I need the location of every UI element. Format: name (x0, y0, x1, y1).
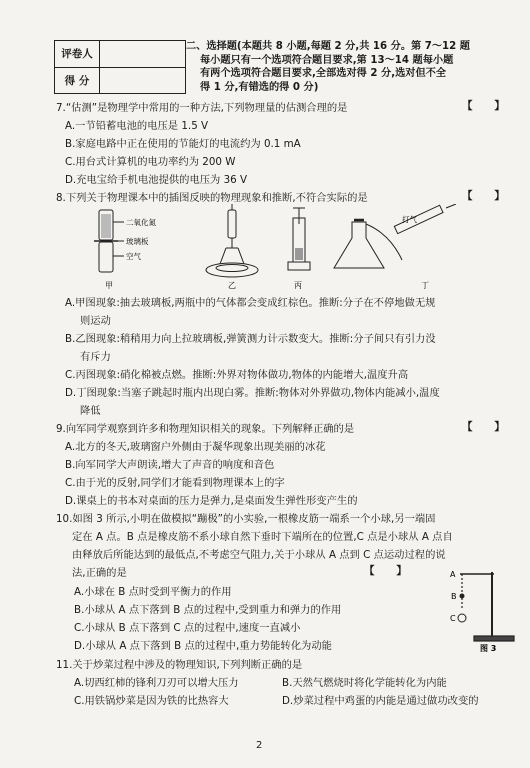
score-table (54, 40, 186, 94)
fig3-label-a: A (450, 570, 456, 579)
label-bing: 丙 (294, 281, 302, 290)
q8-option-a-line-2: 则运动 (80, 315, 111, 327)
label-yi: 乙 (228, 281, 236, 290)
q10-stem-line-4: 法,正确的是 (72, 567, 127, 579)
figure-jia-jars (94, 210, 124, 272)
q10-option-a: A.小球在 B 点时受到平衡力的作用 (74, 586, 232, 598)
q11-option-d: D.炒菜过程中鸡蛋的内能是通过做功改变的 (282, 695, 479, 707)
q11-option-b: B.天然气燃烧时将化学能转化为内能 (282, 677, 447, 689)
q9-option-b: B.向军同学大声朗读,增大了声音的响度和音色 (65, 459, 275, 471)
q7-option-d: D.充电宝给手机电池提供的电压为 36 V (65, 174, 248, 186)
figure-ding-flask-pump (334, 204, 456, 268)
label-ding: 丁 (421, 281, 429, 290)
fig3-caption: 图 3 (480, 644, 497, 652)
q9-option-d: D.课桌上的书本对桌面的压力是弹力,是桌面发生弹性形变产生的 (65, 495, 358, 507)
q7-answer-bracket: 【 】 (462, 100, 505, 112)
section-line-1: 二、选择题(本题共 8 小题,每题 2 分,共 16 分。第 7～12 题 (186, 41, 470, 52)
q10-stem-line-1: 10.如图 3 所示,小明在做模拟“蹦极”的小实验,一根橡皮筋一端系一个小球,另一端固 (56, 513, 436, 525)
score-row-reviewer (55, 41, 185, 67)
q10-figure (440, 560, 520, 652)
q9-option-c: C.由于光的反射,同学们才能看到物理课本上的字 (65, 477, 285, 489)
q11-stem: 11.关于炒菜过程中涉及的物理知识,下列判断正确的是 (56, 659, 303, 671)
q7-option-a: A.一节铅蓄电池的电压是 1.5 V (65, 120, 209, 132)
q8-option-b-line-1: B.乙图现象:稍稍用力向上拉玻璃板,弹簧测力计示数变大。推断:分子间只有引力没 (65, 333, 436, 345)
point-c-ball (458, 614, 466, 622)
q8-option-d-line-2: 降低 (80, 405, 101, 417)
fig3-label-b: B (451, 592, 457, 601)
q8-option-c: C.丙图现象:硝化棉被点燃。推断:外界对物体做功,物体的内能增大,温度升高 (65, 369, 409, 381)
q11-option-c: C.用铁锅炒菜是因为铁的比热容大 (74, 695, 229, 707)
label-air: 空气 (126, 252, 141, 261)
q7-option-b: B.家庭电路中正在使用的节能灯的电流约为 0.1 mA (65, 138, 301, 150)
point-b-ball (460, 594, 465, 599)
q8-option-d-line-1: D.丁图现象:当塞子跳起时瓶内出现白雾。推断:物体对外界做功,物体内能减小,温度 (65, 387, 440, 399)
q11-option-a: A.切西红柿的锋利刀刃可以增大压力 (74, 677, 239, 689)
q10-answer-bracket: 【 】 (364, 565, 407, 577)
q10-option-d: D.小球从 A 点下落到 B 点的过程中,重力势能转化为动能 (74, 640, 332, 652)
q8-answer-bracket: 【 】 (462, 190, 505, 202)
q10-option-b: B.小球从 A 点下落到 B 点的过程中,受到重力和弹力的作用 (74, 604, 342, 616)
figure-yi-spring-scale (206, 204, 258, 277)
q7-stem: 7.“估测”是物理学中常用的一种方法,下列物理量的估测合理的是 (56, 102, 348, 114)
q8-option-b-line-2: 有斥力 (80, 351, 111, 363)
label-no2: 二氧化氮 (126, 218, 156, 227)
score-label: 得 分 (55, 68, 100, 94)
q10-option-c: C.小球从 B 点下落到 C 点的过程中,速度一直减小 (74, 622, 301, 634)
q10-stem-line-3: 由释放后所能达到的最低点,不考虑空气阻力,关于小球从 A 点到 C 点运动过程的说 (72, 549, 446, 561)
section-header (186, 40, 516, 94)
reviewer-label: 评卷人 (55, 41, 100, 67)
q8-stem: 8.下列关于物理课本中的插图反映的物理现象和推断,不符合实际的是 (56, 192, 368, 204)
label-pump: 打气 (402, 215, 417, 224)
q7-option-c: C.用台式计算机的电功率约为 200 W (65, 156, 236, 168)
q9-stem: 9.向军同学观察到许多和物理知识相关的现象。下列解释正确的是 (56, 423, 355, 435)
score-row-score (55, 67, 185, 94)
section-line-2: 每小题只有一个选项符合题目要求,第 13～14 题每小题 (200, 54, 454, 66)
q8-option-a-line-1: A.甲图现象:抽去玻璃板,两瓶中的气体都会变成红棕色。推断:分子在不停地做无规 (65, 297, 436, 309)
q8-figure (0, 204, 530, 290)
q9-option-a: A.北方的冬天,玻璃窗户外侧由于凝华现象出现美丽的冰花 (65, 441, 326, 453)
page-number: 2 (256, 740, 263, 751)
q9-answer-bracket: 【 】 (462, 421, 505, 433)
fig3-label-c: C (450, 614, 456, 623)
q10-stem-line-2: 定在 A 点。B 点是橡皮筋不系小球自然下垂时下端所在的位置,C 点是小球从 A 点自 (72, 531, 453, 543)
section-line-4: 得 1 分,有错选的得 0 分) (200, 81, 319, 93)
section-line-3: 有两个选项符合题目要求,全部选对得 2 分,选对但不全 (200, 68, 447, 79)
figure-bing-piston-tube (288, 208, 310, 270)
label-glass-plate: 玻璃板 (126, 237, 149, 246)
label-jia: 甲 (105, 281, 113, 290)
